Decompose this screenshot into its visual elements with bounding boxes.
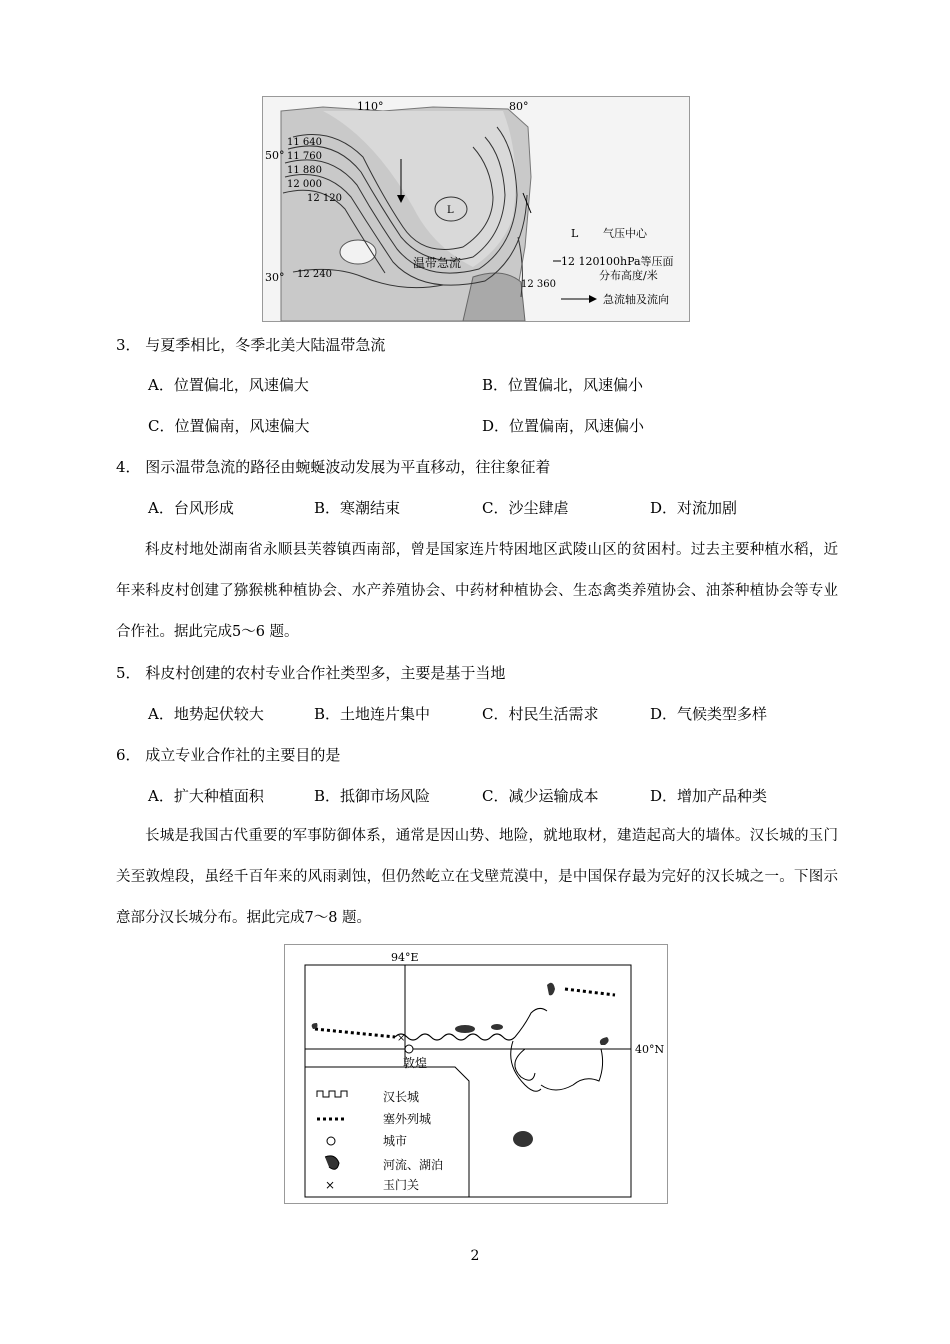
q5-option-d[interactable]: D．气候类型多样	[650, 705, 768, 723]
legend-arrow-text: 急流轴及流向	[603, 293, 669, 306]
contour-label: 11 880	[287, 165, 322, 176]
q4-option-a[interactable]: A．台风形成	[148, 499, 234, 517]
legend-contour-text-1: 100hPa等压面	[599, 255, 674, 268]
lon-label-110: 110°	[357, 100, 384, 113]
q4-option-b[interactable]: B．寒潮结束	[314, 499, 401, 517]
legend-contour-value: 12 120	[561, 255, 600, 268]
legend-l-symbol: L	[571, 227, 579, 240]
contour-label: 12 000	[287, 179, 322, 190]
contour-label: 12 120	[307, 193, 342, 204]
legend-l-text: 气压中心	[603, 227, 647, 240]
q4-option-d[interactable]: D．对流加剧	[650, 499, 738, 517]
q6-option-d[interactable]: D．增加产品种类	[650, 787, 768, 805]
yumen-legend-icon: ×	[325, 1178, 336, 1192]
legend-frontier-town: 塞外列城	[383, 1112, 432, 1126]
lon-label-80: 80°	[509, 100, 529, 113]
han-great-wall-map-svg	[285, 945, 667, 1203]
legend-contour-text-2: 分布高度/米	[599, 269, 658, 282]
han-great-wall-map	[284, 944, 668, 1204]
q3-option-c[interactable]: C．位置偏南，风速偏大	[148, 417, 310, 435]
page-number: 2	[470, 1248, 480, 1264]
passage-kepi-village: 科皮村地处湖南省永顺县芙蓉镇西南部，曾是国家连片特困地区武陵山区的贫困村。过去主要种植水稻，近年来科皮村创建了猕猴桃种植协会、水产养殖协会、中药材种植协会、生态禽类养殖协会、油茶种植协会等专业合作社。据此完成5～6 题。	[116, 542, 838, 640]
legend-wall: 汉长城	[383, 1090, 420, 1104]
jet-stream-map	[262, 96, 690, 322]
q5-option-c[interactable]: C．村民生活需求	[482, 705, 599, 723]
q6-option-a[interactable]: A．扩大种植面积	[148, 787, 264, 805]
jet-stream-label: 温带急流	[413, 256, 462, 270]
q3-option-a[interactable]: A．位置偏北，风速偏大	[148, 376, 309, 394]
legend-river-lake: 河流、湖泊	[383, 1158, 444, 1172]
q5-stem: 5． 科皮村创建的农村专业合作社类型多，主要是基于当地	[116, 664, 506, 682]
city-label-dunhuang: 敦煌	[403, 1056, 428, 1070]
city-legend-icon	[327, 1137, 335, 1145]
q4-option-c[interactable]: C．沙尘肆虐	[482, 499, 569, 517]
q6-stem: 6． 成立专业合作社的主要目的是	[116, 746, 341, 764]
jet-stream-map-svg	[263, 97, 689, 321]
q5-option-b[interactable]: B．土地连片集中	[314, 705, 431, 723]
q3-option-b[interactable]: B．位置偏北，风速偏小	[482, 376, 644, 394]
legend-city: 城市	[383, 1134, 408, 1148]
lat-label-50: 50°	[265, 149, 285, 162]
q4-stem: 4． 图示温带急流的路径由蜿蜒波动发展为平直移动，往往象征着	[116, 458, 551, 476]
legend-yumen-pass: 玉门关	[383, 1178, 420, 1192]
lat-label-40n: 40°N	[635, 1043, 665, 1056]
lon-label-94e: 94°E	[391, 951, 419, 964]
q5-option-a[interactable]: A．地势起伏较大	[148, 705, 264, 723]
q6-option-b[interactable]: B．抵御市场风险	[314, 787, 431, 805]
low-center-marker: L	[447, 205, 454, 216]
city-icon	[405, 1045, 413, 1053]
lat-label-30: 30°	[265, 271, 285, 284]
contour-label: 11 760	[287, 151, 322, 162]
contour-label: 12 360	[521, 279, 556, 290]
q3-stem: 3． 与夏季相比，冬季北美大陆温带急流	[116, 336, 386, 354]
q6-option-c[interactable]: C．减少运输成本	[482, 787, 599, 805]
yumen-pass-marker: ×	[397, 1033, 406, 1044]
q3-option-d[interactable]: D．位置偏南，风速偏小	[482, 417, 645, 435]
passage-great-wall: 长城是我国古代重要的军事防御体系，通常是因山势、地险，就地取材，建造起高大的墙体。汉长城的玉门关至敦煌段，虽经千百年来的风雨剥蚀，但仍然屹立在戈壁荒漠中，是中国保存最为完好的汉长城之一。下图示意部分汉长城分布。据此完成7～8 题。	[116, 828, 838, 926]
contour-label: 12 240	[297, 269, 332, 280]
contour-label: 11 640	[287, 137, 322, 148]
